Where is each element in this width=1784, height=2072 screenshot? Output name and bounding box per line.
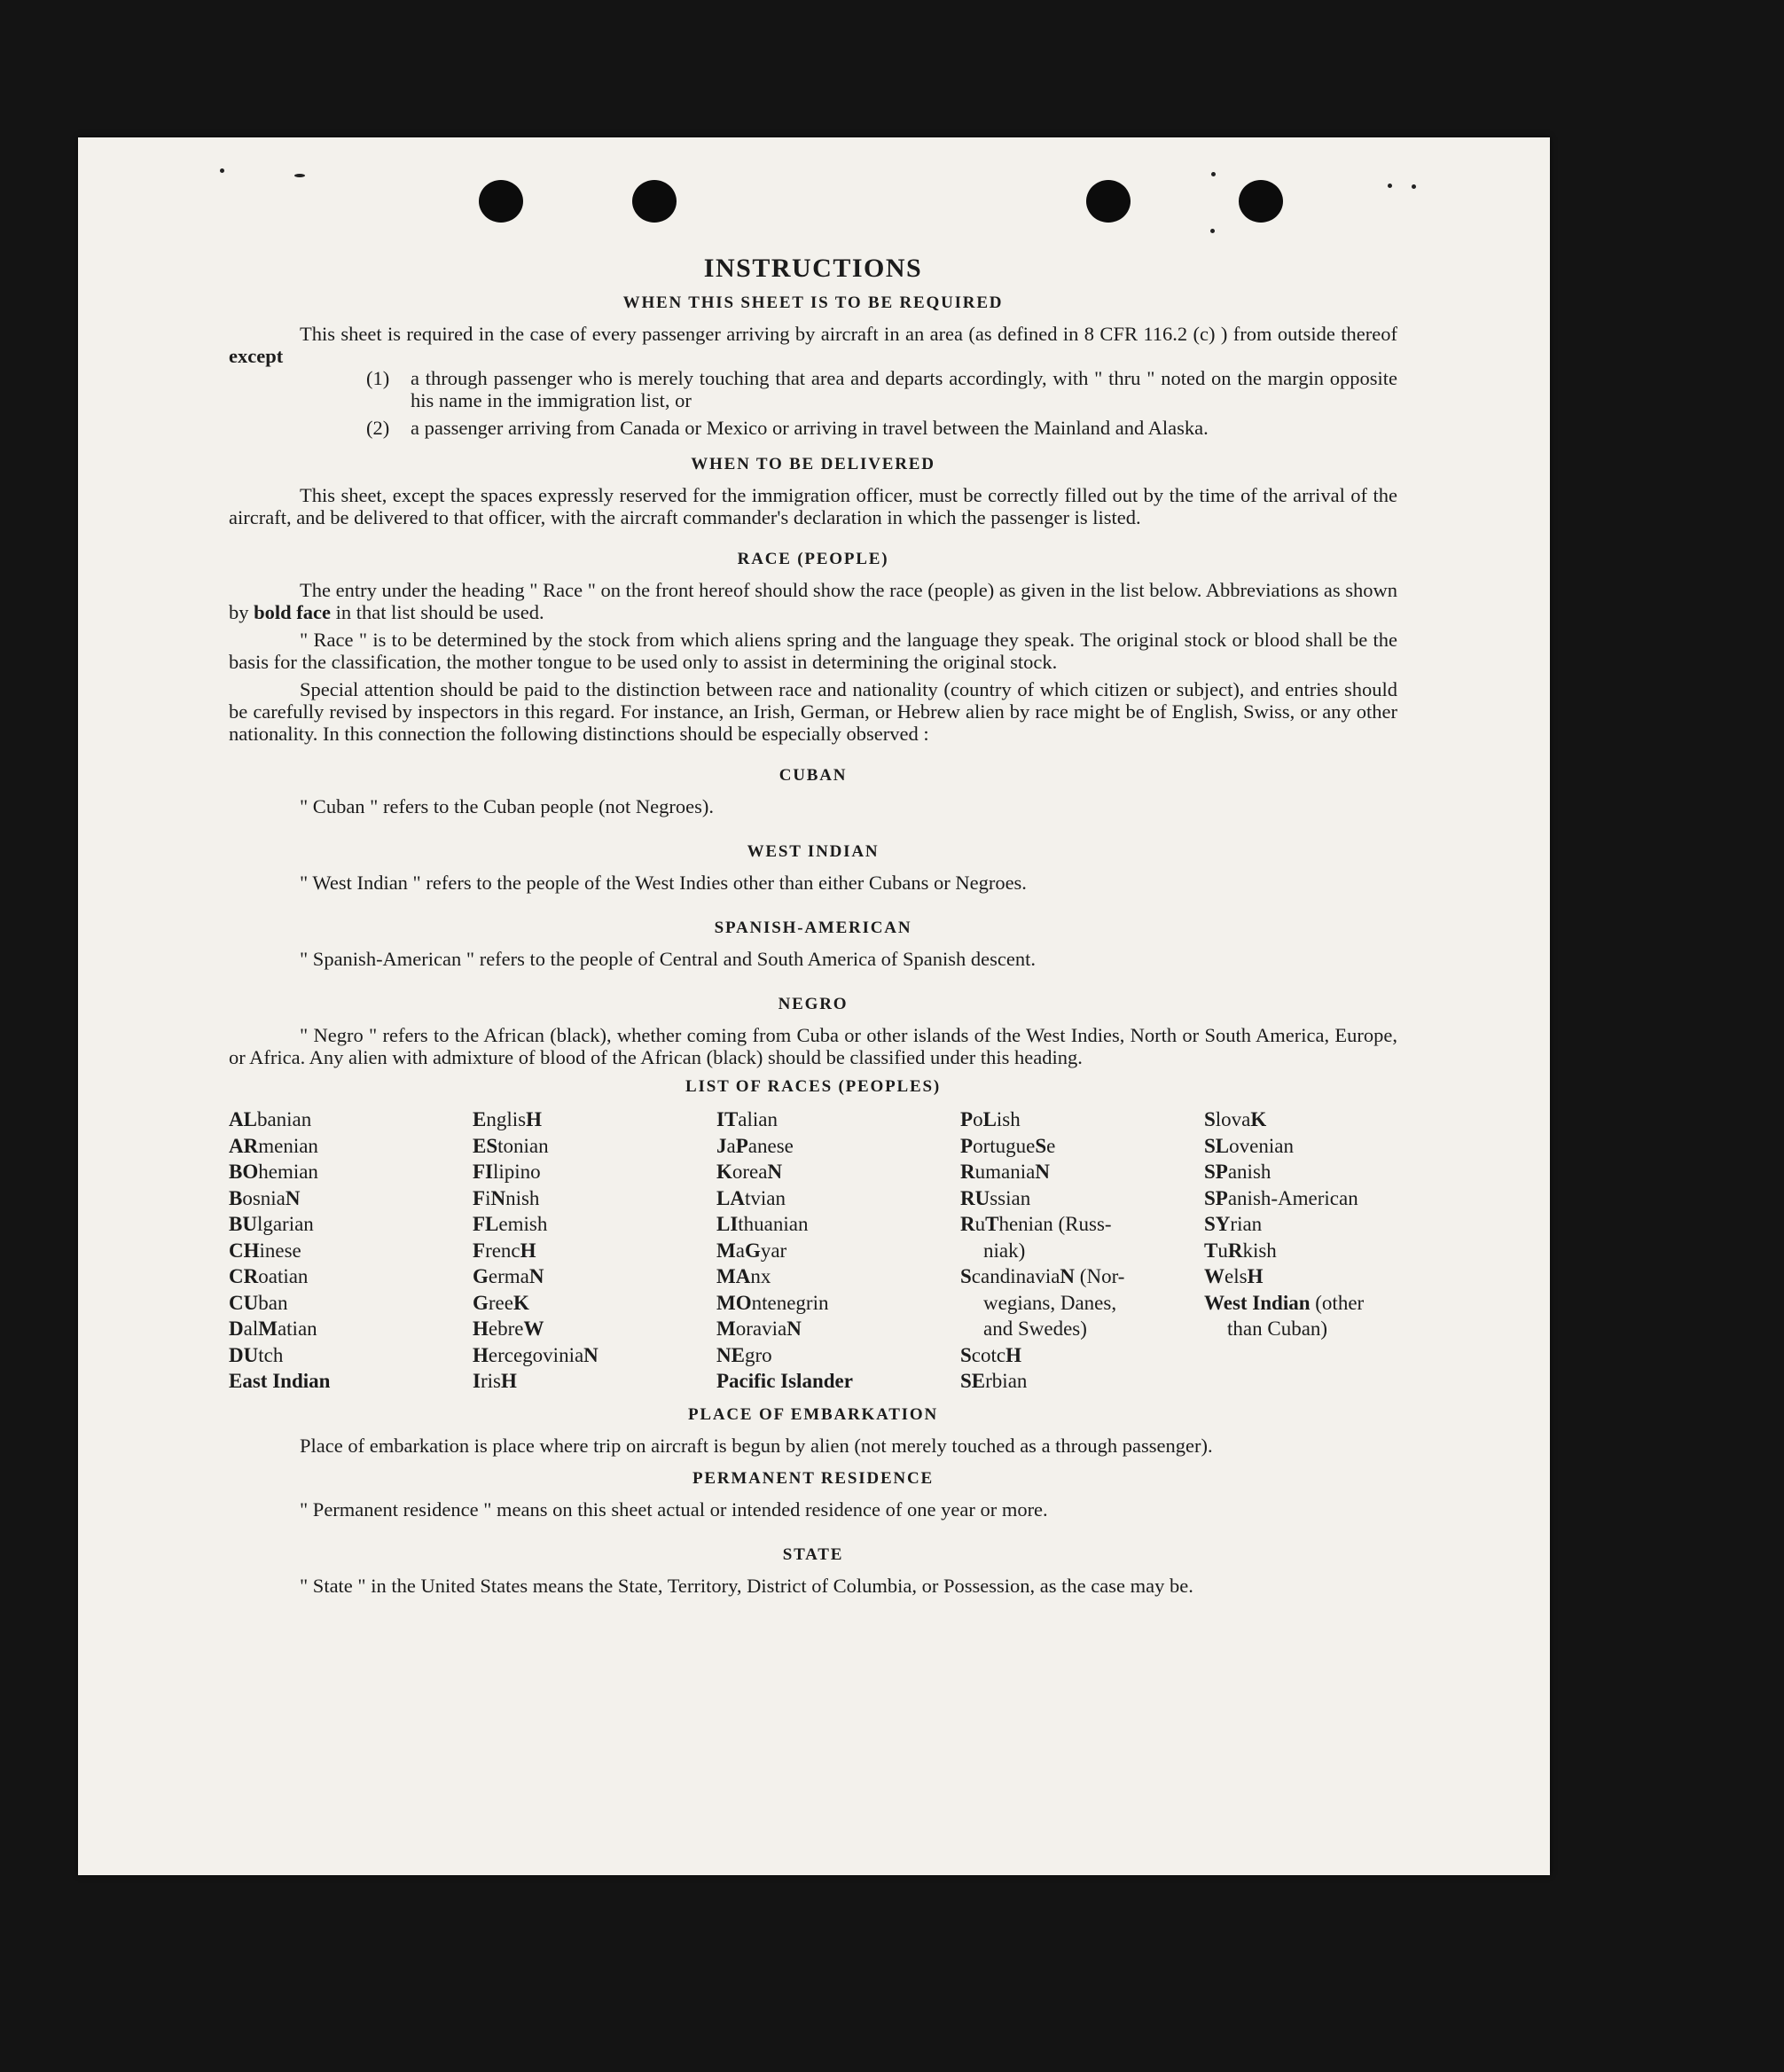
- race-paragraph-2: " Race " is to be determined by the stock from which aliens spring and the language they speak. The original stock or blood shall be the basis for the classification, the mother tongue to be used only to assist in determining the original stock.: [229, 629, 1397, 673]
- race-entry: SlovaK: [1204, 1108, 1267, 1130]
- race-entry: RuThenian (Russ-: [960, 1213, 1112, 1235]
- section-heading-spanish-american: SPANISH-AMERICAN: [714, 919, 912, 937]
- speck-mark: [1412, 184, 1416, 189]
- race-entry: PortugueSe: [960, 1134, 1056, 1157]
- section-heading-list-of-races: LIST OF RACES (PEOPLES): [685, 1077, 941, 1096]
- races-column: [473, 1106, 716, 1395]
- race-entry: FIlipino: [473, 1161, 541, 1183]
- race-entry: MOntenegrin: [716, 1291, 829, 1314]
- race-entry-continuation: and Swedes): [983, 1317, 1087, 1340]
- speck-mark: [220, 168, 224, 173]
- race-entry-continuation: wegians, Danes,: [983, 1291, 1117, 1314]
- races-column: [229, 1106, 473, 1395]
- race-entry: GreeK: [473, 1291, 529, 1314]
- races-list: [229, 1106, 1397, 1395]
- race-entry: MaGyar: [716, 1239, 787, 1262]
- race-entry-continuation: niak): [983, 1239, 1026, 1262]
- spanish-american-text: " Spanish-American " refers to the people of Central and South America of Spanish descent.: [300, 948, 1037, 970]
- race-entry: East Indian: [229, 1370, 331, 1392]
- race-entry: EnglisH: [473, 1108, 542, 1130]
- race-entry: CRoatian: [229, 1265, 309, 1287]
- race-entry: FLemish: [473, 1213, 548, 1235]
- race-entry: HebreW: [473, 1317, 544, 1340]
- race-entry: SErbian: [960, 1370, 1028, 1392]
- race-entry: West Indian (other: [1204, 1291, 1365, 1314]
- race-entry: NEgro: [716, 1343, 772, 1366]
- section-heading-required: WHEN THIS SHEET IS TO BE REQUIRED: [622, 293, 1004, 312]
- required-item: (1) a through passenger who is merely touching that area and departs accordingly, with " thru " noted on the margin opposite his name in the immigration list, or: [366, 367, 1397, 411]
- race-entry: MAnx: [716, 1265, 771, 1287]
- section-heading-cuban: CUBAN: [779, 766, 848, 785]
- race-entry: ScotcH: [960, 1343, 1021, 1366]
- race-entry: Pacific Islander: [716, 1370, 853, 1392]
- race-entry: BosniaN: [229, 1186, 301, 1209]
- negro-text: " Negro " refers to the African (black), whether coming from Cuba or other islands of the West Indies, North or South America, Europe, or Africa. Any alien with admixture of blood of the African (black) should be classified under this heading.: [229, 1024, 1397, 1068]
- speck-mark: [1211, 172, 1216, 176]
- section-heading-embarkation: PLACE OF EMBARKATION: [688, 1404, 938, 1424]
- race-entry: RUssian: [960, 1186, 1031, 1209]
- race-entry: ScandinaviaN (Nor-: [960, 1265, 1125, 1287]
- race-entry: SYrian: [1204, 1213, 1263, 1235]
- race-entry: SLovenian: [1204, 1134, 1294, 1157]
- race-entry: JaPanese: [716, 1134, 794, 1157]
- race-entry: KoreaN: [716, 1161, 783, 1183]
- section-heading-negro: NEGRO: [778, 995, 849, 1013]
- race-entry: PoLish: [960, 1108, 1021, 1130]
- race-entry: CHinese: [229, 1239, 301, 1262]
- race-entry: CUban: [229, 1291, 288, 1314]
- page-title: INSTRUCTIONS: [703, 254, 923, 283]
- race-entry: BUlgarian: [229, 1213, 314, 1235]
- required-intro: This sheet is required in the case of every passenger arriving by aircraft in an area (as defined in 8 CFR 116.2 (c) ) from outside thereof except: [229, 323, 1397, 367]
- race-paragraph-3: Special attention should be paid to the distinction between race and nationality (country of which citizen or subject), and entries should be carefully revised by inspectors in this regard. For instance, an Irish, German, or Hebrew alien by race might be of English, Swiss, or any other nationality. In this connection the following distinctions should be especially observed :: [229, 678, 1397, 745]
- punch-hole: [1239, 180, 1283, 223]
- race-entry: ARmenian: [229, 1134, 318, 1157]
- race-entry: EStonian: [473, 1134, 549, 1157]
- races-column: [960, 1106, 1204, 1395]
- race-entry: FiNnish: [473, 1186, 540, 1209]
- instructions-content: [229, 254, 1397, 1597]
- race-entry: TuRkish: [1204, 1239, 1277, 1262]
- race-entry: RumaniaN: [960, 1161, 1050, 1183]
- section-heading-delivered: WHEN TO BE DELIVERED: [691, 455, 935, 473]
- speck-mark: [294, 174, 305, 177]
- cuban-text: " Cuban " refers to the Cuban people (not Negroes).: [300, 795, 714, 817]
- races-column: [1204, 1106, 1397, 1395]
- race-entry: SPanish: [1204, 1161, 1271, 1183]
- race-entry: MoraviaN: [716, 1317, 802, 1340]
- race-entry: DUtch: [229, 1343, 284, 1366]
- punch-hole: [479, 180, 523, 223]
- state-text: " State " in the United States means the State, Territory, District of Columbia, or Possession, as the case may be.: [300, 1574, 1193, 1597]
- race-entry: IrisH: [473, 1370, 517, 1392]
- race-entry: LAtvian: [716, 1186, 786, 1209]
- race-entry: BOhemian: [229, 1161, 318, 1183]
- embarkation-text: Place of embarkation is place where trip on aircraft is begun by alien (not merely touched as a through passenger).: [300, 1434, 1213, 1457]
- race-entry: FrencH: [473, 1239, 536, 1262]
- section-heading-residence: PERMANENT RESIDENCE: [692, 1468, 934, 1488]
- punch-hole: [1086, 180, 1131, 223]
- punch-hole: [632, 180, 677, 223]
- section-heading-west-indian: WEST INDIAN: [747, 842, 880, 861]
- race-entry: WelsH: [1204, 1265, 1264, 1287]
- speck-mark: [1210, 229, 1215, 233]
- race-entry: HercegoviniaN: [473, 1343, 599, 1366]
- race-paragraph-1: The entry under the heading " Race " on the front hereof should show the race (people) as given in the list below. Abbreviations as shown by bold face in that list should be used.: [229, 579, 1397, 623]
- delivered-text: This sheet, except the spaces expressly reserved for the immigration officer, must be correctly filled out by the time of the arrival of the aircraft, and be delivered to that officer, with the aircraft commander's declaration in which the passenger is listed.: [229, 484, 1397, 528]
- residence-text: " Permanent residence " means on this sheet actual or intended residence of one year or more.: [300, 1497, 1048, 1521]
- west-indian-text: " West Indian " refers to the people of the West Indies other than either Cubans or Negroes.: [300, 872, 1027, 894]
- race-entry: LIthuanian: [716, 1213, 809, 1235]
- section-heading-state: STATE: [782, 1544, 844, 1564]
- speck-mark: [1388, 184, 1392, 188]
- race-entry: SPanish-American: [1204, 1186, 1358, 1209]
- section-heading-race: RACE (PEOPLE): [737, 550, 889, 568]
- race-entry-continuation: than Cuban): [1227, 1317, 1328, 1340]
- required-item: (2) a passenger arriving from Canada or Mexico or arriving in travel between the Mainland and Alaska.: [366, 417, 1209, 439]
- races-column: [716, 1106, 960, 1395]
- race-entry: DalMatian: [229, 1317, 317, 1340]
- race-entry: ALbanian: [229, 1108, 312, 1130]
- race-entry: ITalian: [716, 1108, 778, 1130]
- race-entry: GermaN: [473, 1265, 544, 1287]
